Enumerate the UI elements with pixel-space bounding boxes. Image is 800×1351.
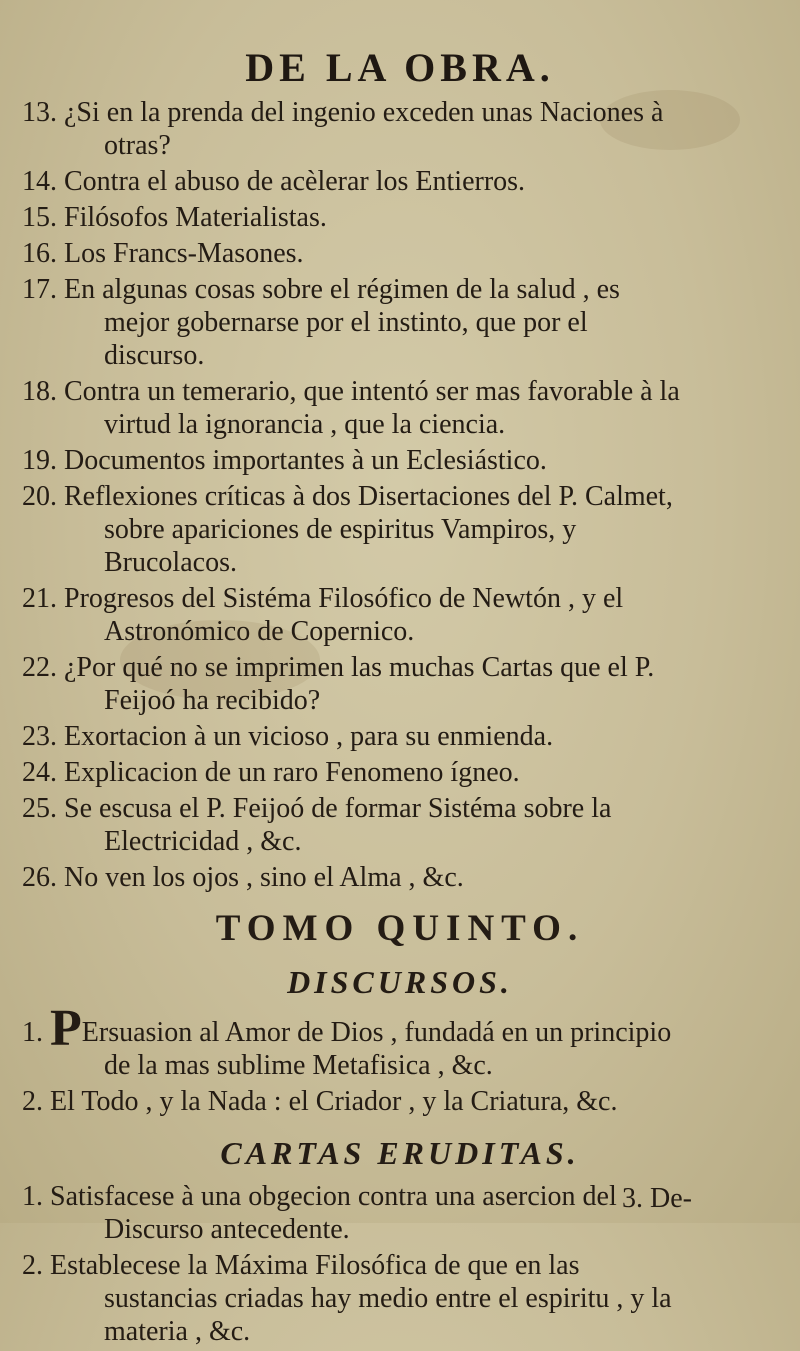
- list-item: [0, 792, 800, 858]
- entry-text: El Todo , y la Nada : el Criador , y la Criatura, &c.: [50, 1086, 618, 1117]
- list-item: [0, 201, 800, 234]
- entry-number: 13.: [22, 97, 57, 128]
- entry-text: Contra un temerario, que intentó ser mas favorable à la virtud la ignorancia , que la ciencia.: [64, 376, 680, 440]
- list-item: [0, 237, 800, 270]
- entry-text: Se escusa el P. Feijoó de formar Sistéma sobre la Electricidad , &c.: [64, 793, 612, 857]
- entry-text: ¿Si en la prenda del ingenio exceden unas Naciones à otras?: [64, 97, 664, 161]
- entry-text: Documentos importantes à un Eclesiástico.: [64, 445, 547, 476]
- list-item: [0, 756, 800, 789]
- catchword: 3. De-: [622, 1183, 692, 1214]
- entry-text: Filósofos Materialistas.: [64, 202, 327, 233]
- list-item: [0, 720, 800, 753]
- entry-text: Progresos del Sistéma Filosófico de Newtón , y el Astronómico de Copernico.: [64, 583, 624, 647]
- list-item: [0, 375, 800, 441]
- list-item: [0, 96, 800, 162]
- cartas-title: CARTAS ERUDITAS.: [220, 1135, 580, 1171]
- entry-text: No ven los ojos , sino el Alma , &c.: [64, 862, 464, 893]
- list-item: [0, 165, 800, 198]
- entry-number: 21.: [22, 583, 57, 614]
- list-item: [0, 582, 800, 648]
- entry-text: Contra el abuso de acèlerar los Entierros.: [64, 166, 526, 197]
- entry-number: 25.: [22, 793, 57, 824]
- entry-number: 23.: [22, 721, 57, 752]
- list-item: [0, 1085, 800, 1118]
- list-item: [0, 444, 800, 477]
- entry-number: 26.: [22, 862, 57, 893]
- entry-text: Exortacion à un vicioso , para su enmienda.: [64, 721, 554, 752]
- entry-number: 14.: [22, 166, 57, 197]
- list-item: [0, 861, 800, 894]
- entry-number: 1.: [22, 1181, 43, 1212]
- entry-text: Satisfacese à una obgecion contra una asercion del Discurso antecedente.: [50, 1181, 617, 1245]
- list-item: [0, 480, 800, 579]
- entry-number: 20.: [22, 481, 57, 512]
- list-item: [0, 1249, 800, 1348]
- entry-text: ¿Por qué no se imprimen las muchas Cartas que el P. Feijoó ha recibido?: [64, 652, 655, 716]
- entry-number: 15.: [22, 202, 57, 233]
- entry-text: Reflexiones críticas à dos Disertaciones del P. Calmet, sobre apariciones de espiritus Vampiros, y Brucolacos.: [64, 481, 673, 578]
- entry-number: 2.: [22, 1086, 43, 1117]
- entry-number: 22.: [22, 652, 57, 683]
- entry-text: Explicacion de un raro Fenomeno ígneo.: [64, 757, 520, 788]
- entry-number: 18.: [22, 376, 57, 407]
- running-head: DE LA OBRA.: [245, 45, 555, 90]
- discursos-list: [0, 1000, 800, 1121]
- tomo-title: TOMO QUINTO.: [215, 908, 585, 949]
- entries-list: [0, 96, 800, 897]
- entry-text: Establecese la Máxima Filosófica de que en las sustancias criadas hay medio entre el espiritu , y la materia , &c.: [50, 1250, 672, 1347]
- discursos-title: DISCURSOS.: [287, 964, 513, 1000]
- entry-text: En algunas cosas sobre el régimen de la salud , es mejor gobernarse por el instinto, que por el discurso.: [64, 274, 620, 371]
- entry-number: 24.: [22, 757, 57, 788]
- entry-number: 16.: [22, 238, 57, 269]
- drop-initial: P: [50, 1000, 82, 1057]
- entry-text: Ersuasion al Amor de Dios , fundadá en un principio de la mas sublime Metafisica , &c.: [81, 1017, 672, 1081]
- entry-number: 2.: [22, 1250, 43, 1281]
- list-item: [0, 651, 800, 717]
- list-item: [0, 1000, 800, 1082]
- entry-number: 1.: [22, 1017, 43, 1048]
- list-item: [0, 273, 800, 372]
- entry-number: 19.: [22, 445, 57, 476]
- entry-number: 17.: [22, 274, 57, 305]
- entry-text: Los Francs-Masones.: [64, 238, 304, 269]
